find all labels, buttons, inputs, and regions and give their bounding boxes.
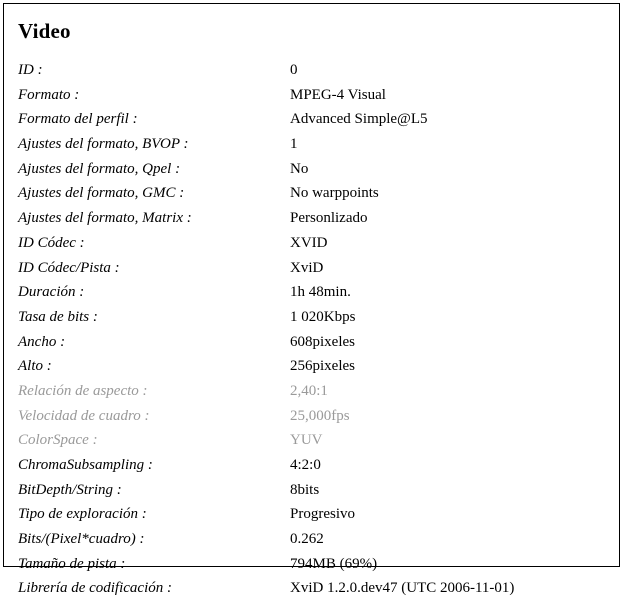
table-row [18,280,605,305]
property-label: Velocidad de cuadro : [18,407,150,424]
property-value: No [290,160,309,177]
property-label: Duración : [18,284,85,301]
property-label: ChromaSubsampling : [18,457,153,473]
page-title: Video [18,19,71,43]
property-value: 1 [290,136,298,153]
property-value: 0.262 [290,531,324,548]
property-label: Bits/(Pixel*cuadro) : [18,531,145,548]
property-value: 794MB (69%) [290,555,378,572]
table-row [18,83,605,108]
table-row [18,478,605,503]
property-value: 256pixeles [290,358,355,375]
table-row [18,181,605,206]
property-label: Librería de codificación : [18,580,172,597]
table-row [18,132,605,157]
property-value: XviD 1.2.0.dev47 (UTC 2006-11-01) [290,580,515,597]
property-value: YUV [290,432,323,449]
property-value: 608pixeles [290,333,355,350]
property-value: 2,40:1 [290,382,328,399]
property-value: 25,000fps [290,407,350,424]
property-label: Ancho : [18,333,66,350]
table-row [18,527,605,552]
property-label: Alto : [18,358,52,375]
property-value: No warppoints [290,185,379,202]
property-label: Tasa de bits : [18,308,98,325]
table-row [18,354,605,379]
video-properties-body [18,58,605,601]
property-label: BitDepth/String : [18,481,122,498]
table-row [18,58,605,83]
table-row [18,502,605,527]
table-row [18,379,605,404]
table-row [18,256,605,281]
property-value: 1 020Kbps [290,308,356,325]
property-value: 4:2:0 [290,457,321,473]
table-row [18,157,605,182]
table-row [18,206,605,231]
property-label: Ajustes del formato, BVOP : [18,136,189,153]
table-row [18,330,605,355]
property-label: ID Códec/Pista : [18,259,120,276]
table-row [18,231,605,256]
property-label: ColorSpace : [18,432,98,449]
property-label: Formato : [18,86,80,103]
property-label: Ajustes del formato, Qpel : [18,160,181,177]
property-value: XviD [290,259,324,276]
property-value: MPEG-4 Visual [290,86,386,103]
info-panel-content [4,4,619,601]
table-row [18,404,605,429]
property-value: Progresivo [290,506,355,523]
property-value: Advanced Simple@L5 [290,111,428,128]
property-label: Relación de aspecto : [18,382,148,399]
table-row [18,453,605,478]
property-label: Ajustes del formato, Matrix : [18,210,192,227]
table-row [18,107,605,132]
property-label: Tamaño de pista : [18,555,126,572]
property-label: Tipo de exploración : [18,506,147,523]
property-value: 8bits [290,481,320,498]
table-row [18,305,605,330]
property-label: Ajustes del formato, GMC : [18,185,185,202]
property-value: 0 [290,62,298,78]
video-properties-table [18,58,605,601]
property-label: Formato del perfil : [18,111,138,128]
table-row [18,428,605,453]
property-value: Personlizado [290,210,368,227]
property-label: ID : [18,62,43,78]
info-panel [3,3,620,597]
property-label: ID Códec : [18,234,85,251]
property-value: 1h 48min. [290,284,351,301]
table-row [18,576,605,601]
table-row [18,552,605,577]
property-value: XVID [290,234,328,251]
